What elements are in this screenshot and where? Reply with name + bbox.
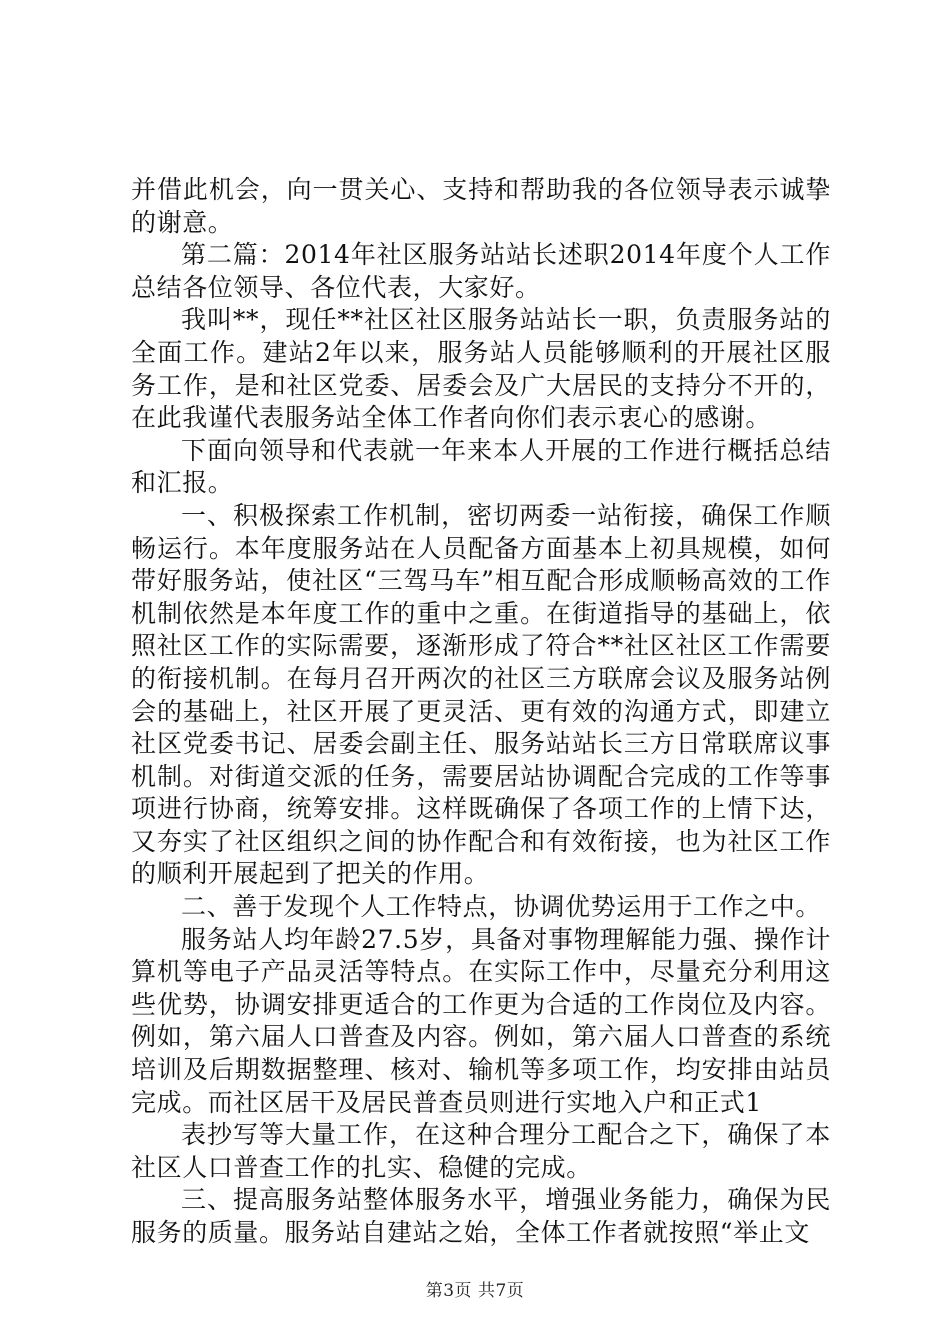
paragraph-6: 二、善于发现个人工作特点，协调优势运用于工作之中。 — [181, 892, 822, 922]
paragraph-2: 第二篇：2014年社区服务站站长述职2014年度个人工作总结各位领导、各位代表，大家好。 — [131, 240, 831, 302]
paragraph-7: 服务站人均年龄27.5岁，具备对事物理解能力强、操作计算机等电子产品灵活等特点。在实际工作中，尽量充分利用这些优势，协调安排更适合的工作更为合适的工作岗位及内容。例如，第六届人口普查及内容。例如，第六届人口普查的系统培训及后期数据整理、核对、输机等多项工作，均安排由站员完成。而社区居干及居民普查员则进行实地入户和正式1 — [131, 924, 831, 1117]
paragraph-3: 我叫**，现任**社区社区服务站站长一职，负责服务站的全面工作。建站2年以来，服务站人员能够顺利的开展社区服务工作，是和社区党委、居委会及广大居民的支持分不开的，在此我谨代表服务站全体工作者向你们表示衷心的感谢。 — [131, 305, 831, 433]
paragraph-1: 并借此机会，向一贯关心、支持和帮助我的各位领导表示诚挚的谢意。 — [131, 175, 831, 237]
paragraph-9: 三、提高服务站整体服务水平，增强业务能力，确保为民服务的质量。服务站自建站之始，全体工作者就按照“举止文 — [131, 1185, 831, 1247]
paragraph-5: 一、积极探索工作机制，密切两委一站衔接，确保工作顺畅运行。本年度服务站在人员配备方面基本上初具规模，如何带好服务站，使社区“三驾马车”相互配合形成顺畅高效的工作机制依然是本年度工作的重中之重。在街道指导的基础上，依照社区工作的实际需要，逐渐形成了符合**社区社区工作需要的衔接机制。在每月召开两次的社区三方联席会议及服务站例会的基础上，社区开展了更灵活、更有效的沟通方式，即建立社区党委书记、居委会副主任、服务站站长三方日常联席议事机制。对街道交派的任务，需要居站协调配合完成的工作等事项进行协商，统筹安排。这样既确保了各项工作的上情下达，又夯实了社区组织之间的协作配合和有效衔接，也为社区工作的顺利开展起到了把关的作用。 — [131, 500, 831, 889]
document-body — [131, 174, 831, 1250]
paragraph-4: 下面向领导和代表就一年来本人开展的工作进行概括总结和汇报。 — [131, 435, 831, 498]
page-footer — [0, 1276, 950, 1301]
page-indicator: 第3页 共7页 — [425, 1281, 525, 1301]
paragraph-8: 表抄写等大量工作，在这种合理分工配合之下，确保了本社区人口普查工作的扎实、稳健的完成。 — [131, 1120, 831, 1182]
